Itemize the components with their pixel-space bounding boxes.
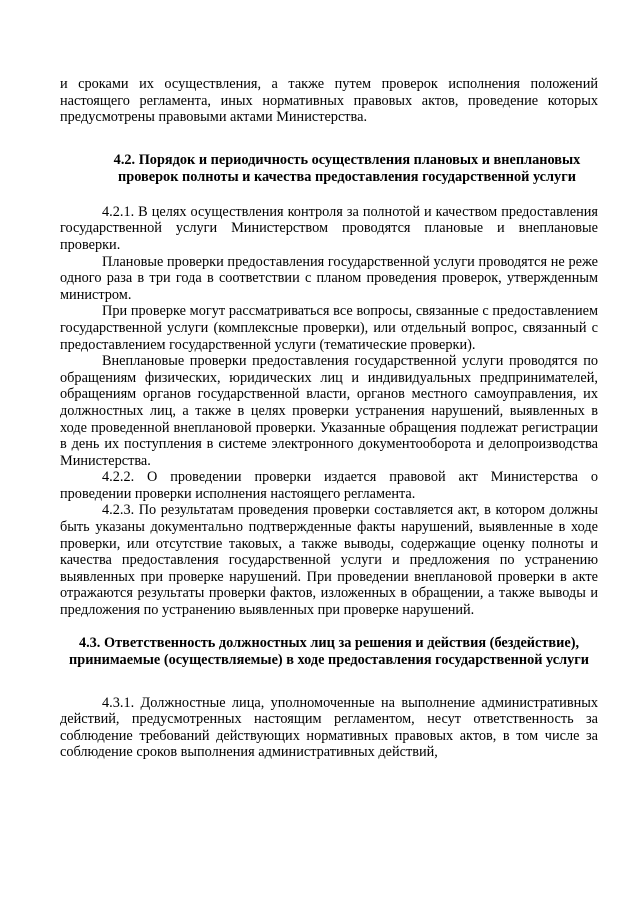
paragraph-unplanned-checks: Внеплановые проверки предоставления государственной услуги проводятся по обращениям физических, юридических лиц и индивидуальных предпринимателей, обращениям органов государственной власти, органов местного самоуправления, их должностных лиц, а также в целях проверки устранения нарушений, выявленных в ходе проведенной внеплановой проверки. Указанные обращения подлежат регистрации в день их поступления в системе электронного документооборота и делопроизводства Министерства. xyxy=(60,353,598,469)
paragraph-planned-checks: Плановые проверки предоставления государственной услуги проводятся не реже одного раза в три года в соответствии с планом проведения проверок, утвержденным министром. xyxy=(60,253,598,303)
paragraph-continuation: и сроками их осуществления, а также путем проверок исполнения положений настоящего регламента, иных нормативных правовых актов, проведение которых предусмотрены правовыми актами Министерства. xyxy=(60,76,598,126)
section-heading-4-3: 4.3. Ответственность должностных лиц за решения и действия (бездействие), принимаемые (осуществляемые) в ходе предоставления государственной услуги xyxy=(69,634,589,668)
paragraph-4-2-1: 4.2.1. В целях осуществления контроля за полнотой и качеством предоставления государственной услуги Министерством проводятся плановые и внеплановые проверки. xyxy=(60,203,598,253)
paragraph-4-2-3: 4.2.3. По результатам проведения проверки составляется акт, в котором должны быть указаны документально подтвержденные факты нарушений, выявленные в ходе проверки, или отсутствие таковых, а также выводы, содержащие оценку полноты и качества предоставления государственной услуги и предложения по устранению выявленных при проверке нарушений. При проведении внеплановой проверки в акте отражаются результаты проверки фактов, изложенных в обращении, а также выводы и предложения по устранению выявленных при проверке нарушений. xyxy=(60,502,598,619)
section-heading-4-2: 4.2. Порядок и периодичность осуществления плановых и внеплановых проверок полноты и качества предоставления государственной услуги xyxy=(113,151,581,185)
paragraph-4-3-1: 4.3.1. Должностные лица, уполномоченные на выполнение административных действий, предусмотренных настоящим регламентом, несут ответственность за соблюдение требований действующих нормативных правовых актов, в том числе за соблюдение сроков выполнения административных действий, xyxy=(60,694,598,761)
document-body xyxy=(60,76,598,761)
paragraph-check-scope: При проверке могут рассматриваться все вопросы, связанные с предоставлением государственной услуги (комплексные проверки), или отдельный вопрос, связанный с предоставлением государственной услуги (тематические проверки). xyxy=(60,303,598,353)
paragraph-4-2-2: 4.2.2. О проведении проверки издается правовой акт Министерства о проведении проверки исполнения настоящего регламента. xyxy=(60,469,598,502)
